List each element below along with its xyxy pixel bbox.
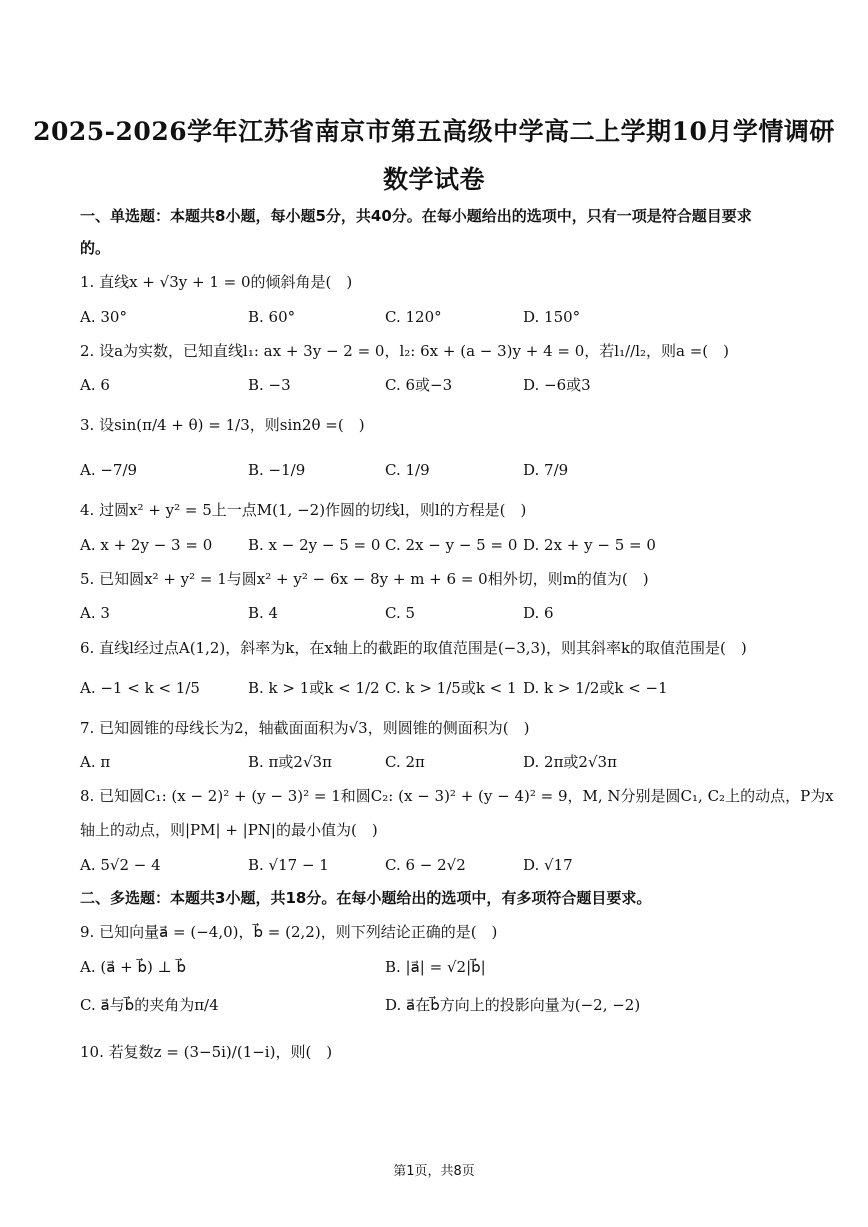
q6-option-d: D. k > 1/2或k < −1 — [523, 679, 668, 697]
question-7-stem: 7. 已知圆锥的母线长为2，轴截面面积为√3，则圆锥的侧面积为( ) — [80, 719, 530, 737]
q6-option-a: A. −1 < k < 1/5 — [80, 679, 200, 697]
q6-option-b: B. k > 1或k < 1/2 — [248, 679, 380, 697]
q2-option-a: A. 6 — [80, 376, 110, 394]
q9-option-d: D. a⃗在b⃗方向上的投影向量为(−2, −2) — [385, 996, 641, 1014]
q3-option-b: B. −1/9 — [248, 461, 306, 479]
question-8-stem-cont: 轴上的动点，则|PM| + |PN|的最小值为( ) — [80, 821, 378, 839]
q8-option-a: A. 5√2 − 4 — [80, 856, 161, 874]
question-9-stem: 9. 已知向量a⃗ = (−4,0)，b⃗ = (2,2)，则下列结论正确的是( ) — [80, 923, 498, 941]
question-1-stem: 1. 直线x + √3y + 1 = 0的倾斜角是( ) — [80, 273, 353, 291]
q3-option-a: A. −7/9 — [80, 461, 138, 479]
q2-option-c: C. 6或−3 — [385, 376, 453, 394]
q5-option-d: D. 6 — [523, 604, 554, 622]
exam-title-line2: 数学试卷 — [382, 165, 485, 194]
q4-option-c: C. 2x − y − 5 = 0 — [385, 536, 518, 554]
q5-option-c: C. 5 — [385, 604, 416, 622]
question-4-stem: 4. 过圆x² + y² = 5上一点M(1, −2)作圆的切线l，则l的方程是( ) — [80, 501, 527, 519]
q9-option-b: B. |a⃗| = √2|b⃗| — [385, 958, 486, 976]
q4-option-d: D. 2x + y − 5 = 0 — [523, 536, 656, 554]
question-5-stem: 5. 已知圆x² + y² = 1与圆x² + y² − 6x − 8y + m + 6 = 0相外切，则m的值为( ) — [80, 570, 649, 588]
page-footer: 第1页，共8页 — [393, 1164, 475, 1179]
question-6-stem: 6. 直线l经过点A(1,2)，斜率为k，在x轴上的截距的取值范围是(−3,3)，则其斜率k的取值范围是( ) — [80, 639, 747, 657]
section1-heading: 一、单选题：本题共8小题，每小题5分，共40分。在每小题给出的选项中，只有一项是符合题目要求 — [80, 207, 752, 225]
exam-title-line1: 2025-2026学年江苏省南京市第五高级中学高二上学期10月学情调研 — [33, 117, 835, 146]
q1-option-d: D. 150° — [523, 308, 581, 326]
q2-option-d: D. −6或3 — [523, 376, 591, 394]
q3-option-c: C. 1/9 — [385, 461, 430, 479]
q8-option-c: C. 6 − 2√2 — [385, 856, 466, 874]
q6-option-c: C. k > 1/5或k < 1 — [385, 679, 517, 697]
q5-option-b: B. 4 — [248, 604, 279, 622]
q9-option-c: C. a⃗与b⃗的夹角为π/4 — [80, 996, 219, 1014]
q7-option-c: C. 2π — [385, 753, 425, 771]
q1-option-a: A. 30° — [80, 308, 127, 326]
q8-option-d: D. √17 — [523, 856, 573, 874]
question-2-stem: 2. 设a为实数，已知直线l₁: ax + 3y − 2 = 0，l₂: 6x + (a − 3)y + 4 = 0，若l₁//l₂，则a =( ) — [80, 342, 729, 360]
q7-option-a: A. π — [80, 753, 111, 771]
q9-option-a: A. (a⃗ + b⃗) ⊥ b⃗ — [80, 958, 187, 976]
q1-option-b: B. 60° — [248, 308, 296, 326]
q7-option-d: D. 2π或2√3π — [523, 753, 617, 771]
q1-option-c: C. 120° — [385, 308, 442, 326]
q2-option-b: B. −3 — [248, 376, 291, 394]
q8-option-b: B. √17 − 1 — [248, 856, 329, 874]
q7-option-b: B. π或2√3π — [248, 753, 332, 771]
q4-option-b: B. x − 2y − 5 = 0 — [248, 536, 381, 554]
q5-option-a: A. 3 — [80, 604, 110, 622]
section1-heading-cont: 的。 — [80, 239, 111, 257]
q3-option-d: D. 7/9 — [523, 461, 569, 479]
q4-option-a: A. x + 2y − 3 = 0 — [80, 536, 213, 554]
section2-heading: 二、多选题：本题共3小题，共18分。在每小题给出的选项中，有多项符合题目要求。 — [80, 889, 652, 907]
question-8-stem: 8. 已知圆C₁: (x − 2)² + (y − 3)² = 1和圆C₂: (x − 3)² + (y − 4)² = 9，M, N分别是圆C₁, C₂上的动点，P为x — [80, 787, 834, 805]
question-3-stem: 3. 设sin(π/4 + θ) = 1/3，则sin2θ =( ) — [80, 416, 365, 434]
question-10-stem: 10. 若复数z = (3−5i)/(1−i)，则( ) — [80, 1043, 333, 1061]
